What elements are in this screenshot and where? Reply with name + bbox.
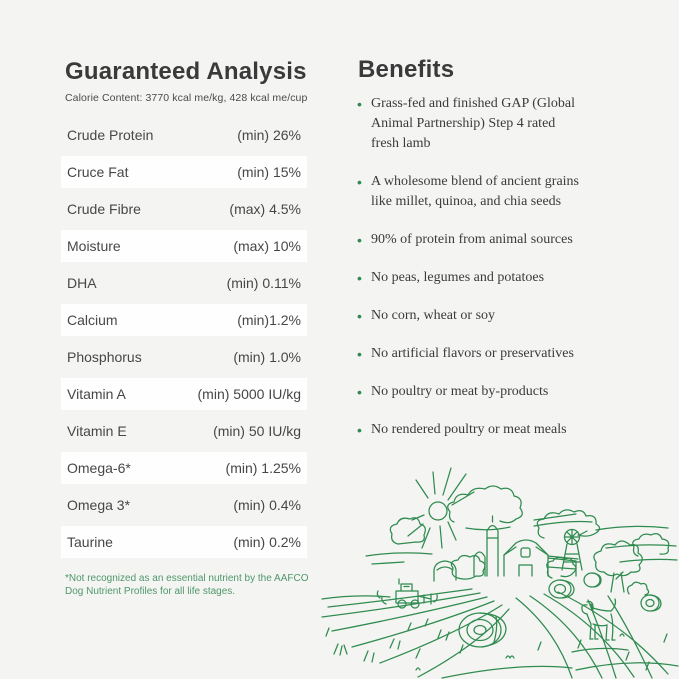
farm-illustration [320,458,679,679]
benefits-list [357,94,637,458]
nutrient-label: Crude Protein [67,126,154,143]
benefit-text: No artificial flavors or preservatives [371,346,574,361]
nutrient-value: (min) 1.0% [233,348,301,365]
table-row [61,486,307,523]
table-row [61,449,307,486]
bullet-icon: • [357,346,362,362]
calorie-content: Calorie Content: 3770 kcal me/kg, 428 kcal me/cup [65,92,308,104]
benefit-text: Grass-fed and finished GAP (Global Animal Partnership) Step 4 rated fresh lamb [371,96,575,151]
nutrient-label: Vitamin A [67,385,126,402]
nutrient-label: Crude Fibre [67,200,141,217]
nutrient-value: (min)1.2% [237,311,301,328]
table-row [61,301,307,338]
benefit-text: No peas, legumes and potatoes [371,270,545,285]
table-row [61,523,307,560]
table-row [61,227,307,264]
analysis-table [61,116,307,560]
nutrient-value: (min) 0.11% [226,274,301,291]
table-row [61,116,307,153]
bullet-icon: • [357,422,362,438]
benefit-item [357,230,637,250]
nutrient-value: (min) 50 IU/kg [213,422,301,439]
nutrient-label: Phosphorus [67,348,142,365]
nutrient-value: (min) 1.25% [225,459,301,476]
benefit-item [357,94,637,154]
benefit-text: No rendered poultry or meat meals [371,422,567,437]
benefit-text: 90% of protein from animal sources [371,232,573,247]
nutrient-value: (min) 15% [237,163,301,180]
bullet-icon: • [357,308,362,324]
benefit-text: A wholesome blend of ancient grains like millet, quinoa, and chia seeds [371,174,580,209]
nutrient-value: (max) 10% [233,237,301,254]
nutrient-label: Omega-6* [67,459,131,476]
nutrient-label: Vitamin E [67,422,127,439]
benefits-title: Benefits [358,56,455,83]
benefit-item [357,172,637,212]
nutrient-value: (min) 5000 IU/kg [197,385,301,402]
benefit-item [357,420,637,440]
nutrient-label: DHA [67,274,97,291]
table-row [61,264,307,301]
nutrient-value: (min) 26% [237,126,301,143]
benefit-item [357,382,637,402]
nutrient-value: (min) 0.4% [233,496,301,513]
table-row [61,375,307,412]
nutrient-label: Moisture [67,237,121,254]
benefit-text: No corn, wheat or soy [371,308,496,323]
bullet-icon: • [357,174,362,190]
nutrient-label: Cruce Fat [67,163,129,180]
table-row [61,412,307,449]
bullet-icon: • [357,270,362,286]
bullet-icon: • [357,96,362,112]
table-row [61,338,307,375]
table-row [61,190,307,227]
benefit-item [357,344,637,364]
analysis-footnote: *Not recognized as an essential nutrient by the AAFCO Dog Nutrient Profiles for all life stages. [65,573,309,598]
guaranteed-analysis-title: Guaranteed Analysis [65,58,307,85]
benefit-item [357,268,637,288]
bullet-icon: • [357,384,362,400]
benefit-text: No poultry or meat by-products [371,384,549,399]
table-row [61,153,307,190]
bullet-icon: • [357,232,362,248]
benefit-item [357,306,637,326]
nutrient-label: Taurine [67,533,113,550]
nutrient-label: Calcium [67,311,118,328]
nutrient-value: (max) 4.5% [229,200,301,217]
farm-scene-icon [320,458,679,679]
nutrient-value: (min) 0.2% [233,533,301,550]
nutrient-label: Omega 3* [67,496,131,513]
